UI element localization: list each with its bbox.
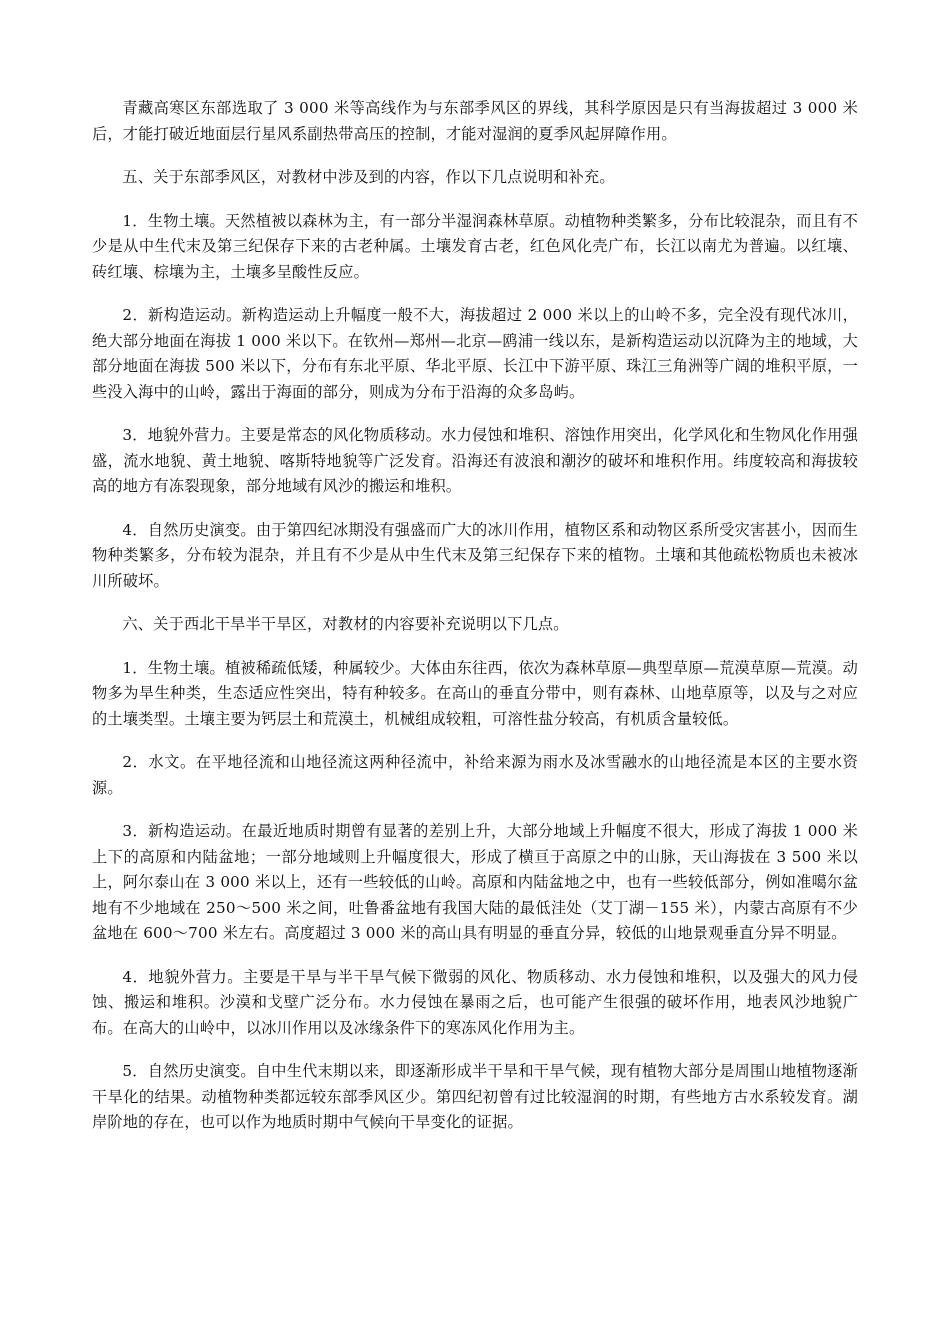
paragraph-east-biology-soil: 1．生物土壤。天然植被以森林为主，有一部分半湿润森林草原。动植物种类繁多，分布比较混杂，而且有不少是从中生代末及第三纪保存下来的古老种属。土壤发育古老，红色风化壳广布，长江以南尤为普遍。以红壤、砖红壤、棕壤为主，土壤多呈酸性反应。 xyxy=(92,211,858,281)
section-heading-northwest-arid: 六、关于西北干旱半干旱区，对教材的内容要补充说明以下几点。 xyxy=(122,615,569,633)
paragraph-east-natural-history: 4．自然历史演变。由于第四纪冰期没有强盛而广大的冰川作用，植物区系和动物区系所受灾害甚小，因而生物种类繁多，分布较为混杂，并且有不少是从中生代末及第三纪保存下来的植物。土壤和其他疏松物质也未被冰川所破坏。 xyxy=(92,520,858,590)
paragraph-northwest-natural-history: 5．自然历史演变。自中生代末期以来，即逐渐形成半干旱和干旱气候，现有植物大部分是周围山地植物逐渐干旱化的结果。动植物种类都远较东部季风区少。第四纪初曾有过比较湿润的时期，有些地方古水系较发育。湖岸阶地的存在，也可以作为地质时期中气候向干旱变化的证据。 xyxy=(92,1062,858,1131)
document-body xyxy=(92,96,858,1154)
section-heading-eastern-monsoon: 五、关于东部季风区，对教材中涉及到的内容，作以下几点说明和补充。 xyxy=(122,168,615,186)
paragraph-northwest-neotectonics: 3．新构造运动。在最近地质时期曾有显著的差别上升，大部分地域上升幅度不很大，形成了海拔 1 000 米上下的高原和内陆盆地；一部分地域则上升幅度很大，形成了横亘于高原之中的山脉，天山海拔在 3 500 米以上，阿尔泰山在 3 000 米以上，还有一些较低的山岭。高原和内陆盆地之中，也有一些较低部分，例如准噶尔盆地有不少地域在 250～500 米之间，吐鲁番盆地有我国大陆的最低洼处（艾丁湖－155 米），内蒙古高原有不少盆地在 600～700 米左右。高度超过 3 000 米的高山具有明显的垂直分异，较低的山地景观垂直分异不明显。 xyxy=(92,822,858,942)
paragraph-east-landform-forces: 3．地貌外营力。主要是常态的风化物质移动。水力侵蚀和堆积、溶蚀作用突出，化学风化和生物风化作用强盛，流水地貌、黄土地貌、喀斯特地貌等广泛发育。沿海还有波浪和潮汐的破坏和堆积作用。纬度较高和海拔较高的地方有冻裂现象，部分地域有风沙的搬运和堆积。 xyxy=(92,426,858,495)
paragraph-qinghai-tibet-boundary: 青藏高寒区东部选取了 3 000 米等高线作为与东部季风区的界线，其科学原因是只有当海拔超过 3 000 米后，才能打破近地面层行星风系副热带高压的控制，才能对湿润的夏季风起屏障作用。 xyxy=(92,99,858,143)
paragraph-east-neotectonics: 2．新构造运动。新构造运动上升幅度一般不大，海拔超过 2 000 米以上的山岭不多，完全没有现代冰川，绝大部分地面在海拔 1 000 米以下。在钦州—郑州—北京—鸥浦一线以东，是新构造运动以沉降为主的地域，大部分地面在海拔 500 米以下，分布有东北平原、华北平原、长江中下游平原、珠江三角洲等广阔的堆积平原，一些没入海中的山岭，露出于海面的部分，则成为分布于沿海的众多岛屿。 xyxy=(92,306,858,401)
paragraph-northwest-landform-forces: 4．地貌外营力。主要是干旱与半干旱气候下微弱的风化、物质移动、水力侵蚀和堆积，以及强大的风力侵蚀、搬运和堆积。沙漠和戈壁广泛分布。水力侵蚀在暴雨之后，也可能产生很强的破坏作用，地表风沙地貌广布。在高大的山岭中，以冰川作用以及冰缘条件下的寒冻风化作用为主。 xyxy=(92,967,858,1037)
paragraph-northwest-biology-soil: 1．生物土壤。植被稀疏低矮，种属较少。大体由东往西，依次为森林草原—典型草原—荒漠草原—荒漠。动物多为旱生种类，生态适应性突出，特有种较多。在高山的垂直分带中，则有森林、山地草原等，以及与之对应的土壤类型。土壤主要为钙层土和荒漠土，机械组成较粗，可溶性盐分较高，有机质含量较低。 xyxy=(92,658,858,728)
paragraph-northwest-hydrology: 2．水文。在平地径流和山地径流这两种径流中，补给来源为雨水及冰雪融水的山地径流是本区的主要水资源。 xyxy=(92,753,858,797)
